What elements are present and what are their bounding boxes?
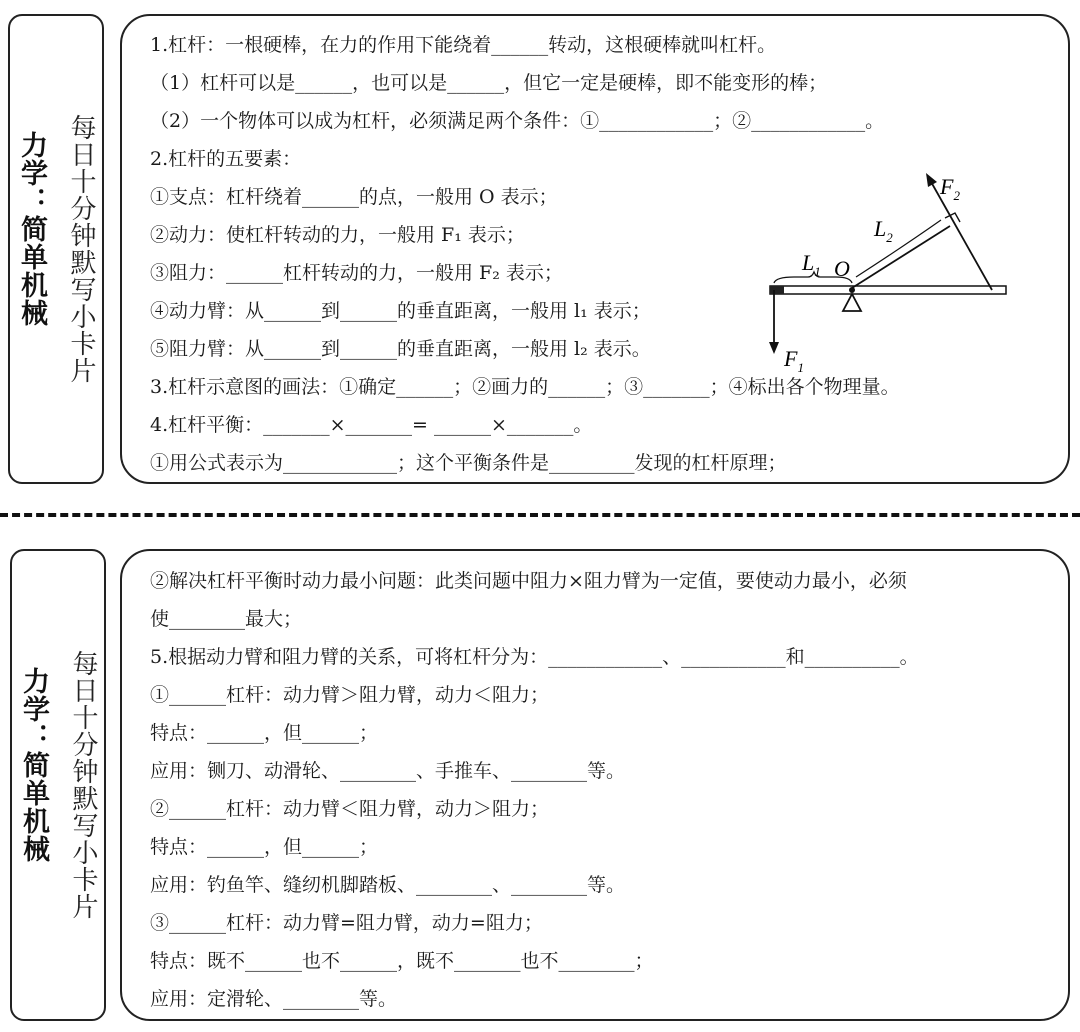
card1-line-4: 2.杠杆的五要素：	[150, 148, 302, 170]
dashed-separator	[0, 513, 1080, 517]
f1-label: $F_1$	[784, 346, 804, 375]
card2-line-1: ②解决杠杆平衡时动力最小问题：此类问题中阻力×阻力臂为一定值，要使动力最小，必须	[150, 570, 907, 592]
card2-line-11: 特点：既不______也不______，既不_______也不________；	[150, 950, 654, 972]
card1-line-1: 1.杠杆：一根硬棒，在力的作用下能绕着______转动，这根硬棒就叫杠杆。	[150, 34, 777, 56]
card1-line-3: （2）一个物体可以成为杠杆，必须满足两个条件：①____________；②____________。	[150, 110, 885, 132]
card2-side-subtitle: 每日十分钟默写小卡片	[68, 650, 98, 920]
f1-arrow-head	[769, 342, 779, 354]
l2-arm-line	[852, 226, 950, 288]
l2-label: $L_2$	[874, 216, 893, 245]
card1-content	[120, 14, 1070, 484]
card2-line-12: 应用：定滑轮、________等。	[150, 988, 398, 1010]
lever-bar	[770, 286, 1006, 294]
card2-line-10: ③______杠杆：动力臂=阻力臂，动力=阻力；	[150, 912, 543, 934]
card1-line-10: 3.杠杆示意图的画法：①确定______；②画力的______；③_______；④标出各个物理量。	[150, 376, 900, 398]
lever-left-end	[770, 286, 784, 294]
card2-line-2: 使________最大；	[150, 608, 303, 630]
card2-line-5: 特点：______，但______；	[150, 722, 379, 744]
card2-line-6: 应用：铡刀、动滑轮、________、手推车、________等。	[150, 760, 626, 782]
f2-label: $F_2$	[940, 174, 960, 203]
card1-line-8: ④动力臂：从______到______的垂直距离，一般用 l₁ 表示；	[150, 300, 651, 322]
lever-diagram	[764, 166, 1014, 376]
l2-bracket	[856, 220, 941, 277]
card1-line-11: 4.杠杆平衡：_______×_______= ______×_______。	[150, 414, 593, 436]
card1-line-9: ⑤阻力臂：从______到______的垂直距离，一般用 l₂ 表示。	[150, 338, 651, 360]
card1-line-7: ③阻力：______杠杆转动的力，一般用 F₂ 表示；	[150, 262, 563, 284]
l1-label: $L_1$	[802, 250, 821, 279]
card1-side-title: 力学：简单机械	[16, 131, 47, 327]
card2-line-8: 特点：______，但______；	[150, 836, 379, 858]
card1-side-subtitle: 每日十分钟默写小卡片	[66, 114, 96, 384]
card1-line-6: ②动力：使杠杆转动的力，一般用 F₁ 表示；	[150, 224, 525, 246]
card1-line-12: ①用公式表示为____________；这个平衡条件是_________发现的杠杆原理；	[150, 452, 787, 474]
card2-line-4: ①______杠杆：动力臂＞阻力臂，动力＜阻力；	[150, 684, 550, 706]
fulcrum-triangle	[843, 294, 861, 311]
pivot-label: O	[834, 256, 850, 281]
card1-line-2: （1）杠杆可以是______，也可以是______，但它一定是硬棒，即不能变形的棒；	[150, 72, 828, 94]
card1-side-label	[8, 14, 104, 484]
card2-line-7: ②______杠杆：动力臂＜阻力臂，动力＞阻力；	[150, 798, 550, 820]
card2-side-label	[10, 549, 106, 1021]
f2-arrow-head	[926, 173, 937, 187]
card2-line-9: 应用：钓鱼竿、缝纫机脚踏板、________、________等。	[150, 874, 626, 896]
card2-content	[120, 549, 1070, 1021]
card1-line-5: ①支点：杠杆绕着______的点，一般用 O 表示；	[150, 186, 558, 208]
card2-side-title: 力学：简单机械	[18, 667, 49, 863]
card2-line-3: 5.根据动力臂和阻力臂的关系，可将杠杆分为：____________、___________和__________。	[150, 646, 919, 668]
